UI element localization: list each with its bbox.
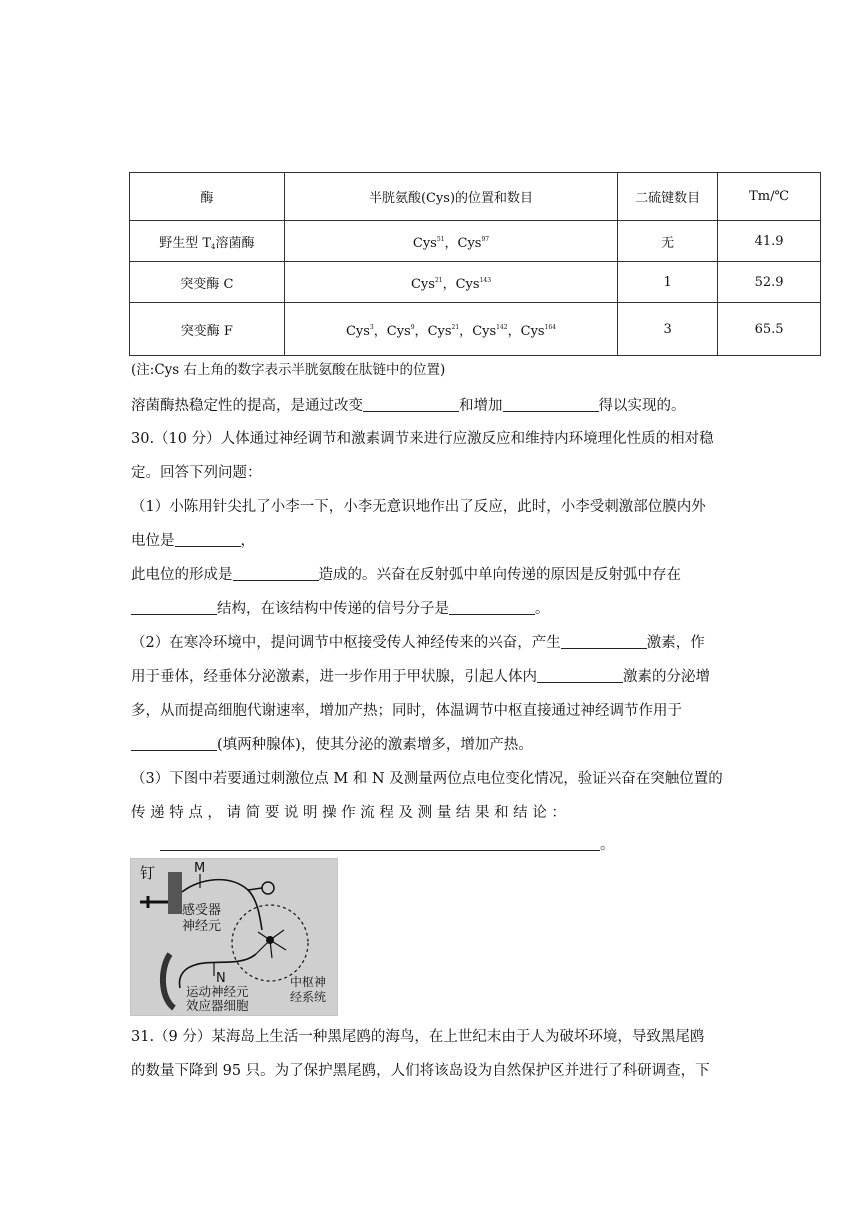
svg-text:M: M: [194, 861, 206, 876]
svg-text:运动神经元: 运动神经元: [186, 984, 249, 999]
disulfide-count: 无: [618, 221, 718, 262]
answer-blank[interactable]: [131, 600, 217, 615]
q30-part3-line1: （3）下图中若要通过刺激位点 M 和 N 及测量两位点电位变化情况，验证兴奋在突触位置的: [131, 771, 723, 787]
svg-text:中枢神: 中枢神: [290, 975, 327, 989]
svg-text:感受器: 感受器: [182, 903, 222, 918]
q30-part2-line1: （2）在寒冷环境中，提问调节中枢接受传人神经传来的兴奋，产生 激素，作: [131, 635, 705, 651]
svg-text:神经元: 神经元: [182, 919, 222, 934]
header-bonds: 二硫键数目: [618, 173, 718, 221]
enzyme-table: [129, 172, 821, 356]
cys-positions: Cys$^{51}$，Cys$^{97}$: [284, 221, 618, 262]
disulfide-count: 1: [618, 262, 718, 303]
tm-value: 41.9: [718, 221, 821, 262]
svg-text:经系统: 经系统: [290, 990, 327, 1004]
q30-part1-line4: 结构，在该结构中传递的信号分子是 。: [131, 600, 550, 618]
enzyme-name: 野生型 $T_4$溶菌酶: [130, 221, 285, 262]
table-row: [130, 221, 821, 262]
answer-blank[interactable]: [449, 600, 535, 615]
cys-positions: Cys$^3$，Cys$^9$，Cys$^{21}$，Cys$^{142}$，Cys$^{164}$: [284, 303, 618, 356]
tm-value: 65.5: [718, 303, 821, 356]
table-header-row: [130, 173, 821, 221]
header-enzyme: 酶: [130, 173, 285, 221]
answer-blank[interactable]: [160, 836, 600, 851]
tm-value: 52.9: [718, 262, 821, 303]
answer-line-lysozyme: 溶菌酶热稳定性的提高，是通过改变 和增加 得以实现的。: [131, 398, 686, 414]
q30-part1-line3: 此电位的形成是 造成的。兴奋在反射弧中单向传递的原因是反射弧中存在: [131, 567, 681, 583]
header-tm: Tm/℃: [718, 173, 821, 221]
answer-blank[interactable]: [363, 397, 459, 412]
table-row: [130, 262, 821, 303]
q30-part2-line3: 多，从而提高细胞代谢速率，增加产热；同时，体温调节中枢直接通过神经调节作用于: [131, 703, 682, 719]
cys-positions: Cys$^{21}$，Cys$^{143}$: [284, 262, 618, 303]
question-30-stem-cont: 定。回答下列问题：: [131, 465, 262, 481]
question-31-stem-cont: 的数量下降到 95 只。为了保护黑尾鸥，人们将该岛设为自然保护区并进行了科研调查，下: [131, 1063, 710, 1079]
question-30-stem: 30.（10 分）人体通过神经调节和激素调节来进行应激反应和维持内环境理化性质的相对稳: [131, 431, 714, 447]
question-31-stem: 31.（9 分）某海岛上生活一种黑尾鸥的海鸟，在上世纪末由于人为破坏环境，导致黑尾鸥: [131, 1029, 705, 1045]
table-note: (注:Cys 右上角的数字表示半胱氨酸在肽链中的位置): [131, 362, 446, 378]
answer-blank[interactable]: [175, 532, 241, 547]
svg-text:效应器细胞: 效应器细胞: [186, 998, 249, 1013]
q30-part3-line3: 。: [160, 836, 615, 854]
table-row: [130, 303, 821, 356]
answer-blank[interactable]: [561, 634, 647, 649]
q30-part3-line2: 传 递 特 点 ， 请 简 要 说 明 操 作 流 程 及 测 量 结 果 和 结 论 ：: [131, 805, 566, 821]
answer-blank[interactable]: [233, 566, 319, 581]
q30-part2-line2: 用于垂体，经垂体分泌激素，进一步作用于甲状腺，引起人体内 激素的分泌增: [131, 669, 710, 685]
svg-text:钉: 钉: [140, 864, 156, 882]
enzyme-name: 突变酶 F: [130, 303, 285, 356]
answer-blank[interactable]: [131, 736, 217, 751]
enzyme-name: 突变酶 C: [130, 262, 285, 303]
q30-part1-line1: （1）小陈用针尖扎了小李一下，小李无意识地作出了反应，此时，小李受刺激部位膜内外: [131, 499, 706, 515]
answer-blank[interactable]: [503, 397, 599, 412]
disulfide-count: 3: [618, 303, 718, 356]
header-cys: 半胱氨酸(Cys)的位置和数目: [284, 173, 618, 221]
answer-blank[interactable]: [537, 668, 623, 683]
reflex-arc-figure: [130, 858, 338, 1016]
svg-text:N: N: [216, 971, 226, 986]
q30-part1-line2: 电位是 ，: [131, 533, 255, 549]
q30-part2-line4: (填两种腺体)，使其分泌的激素增多，增加产热。: [131, 736, 533, 754]
